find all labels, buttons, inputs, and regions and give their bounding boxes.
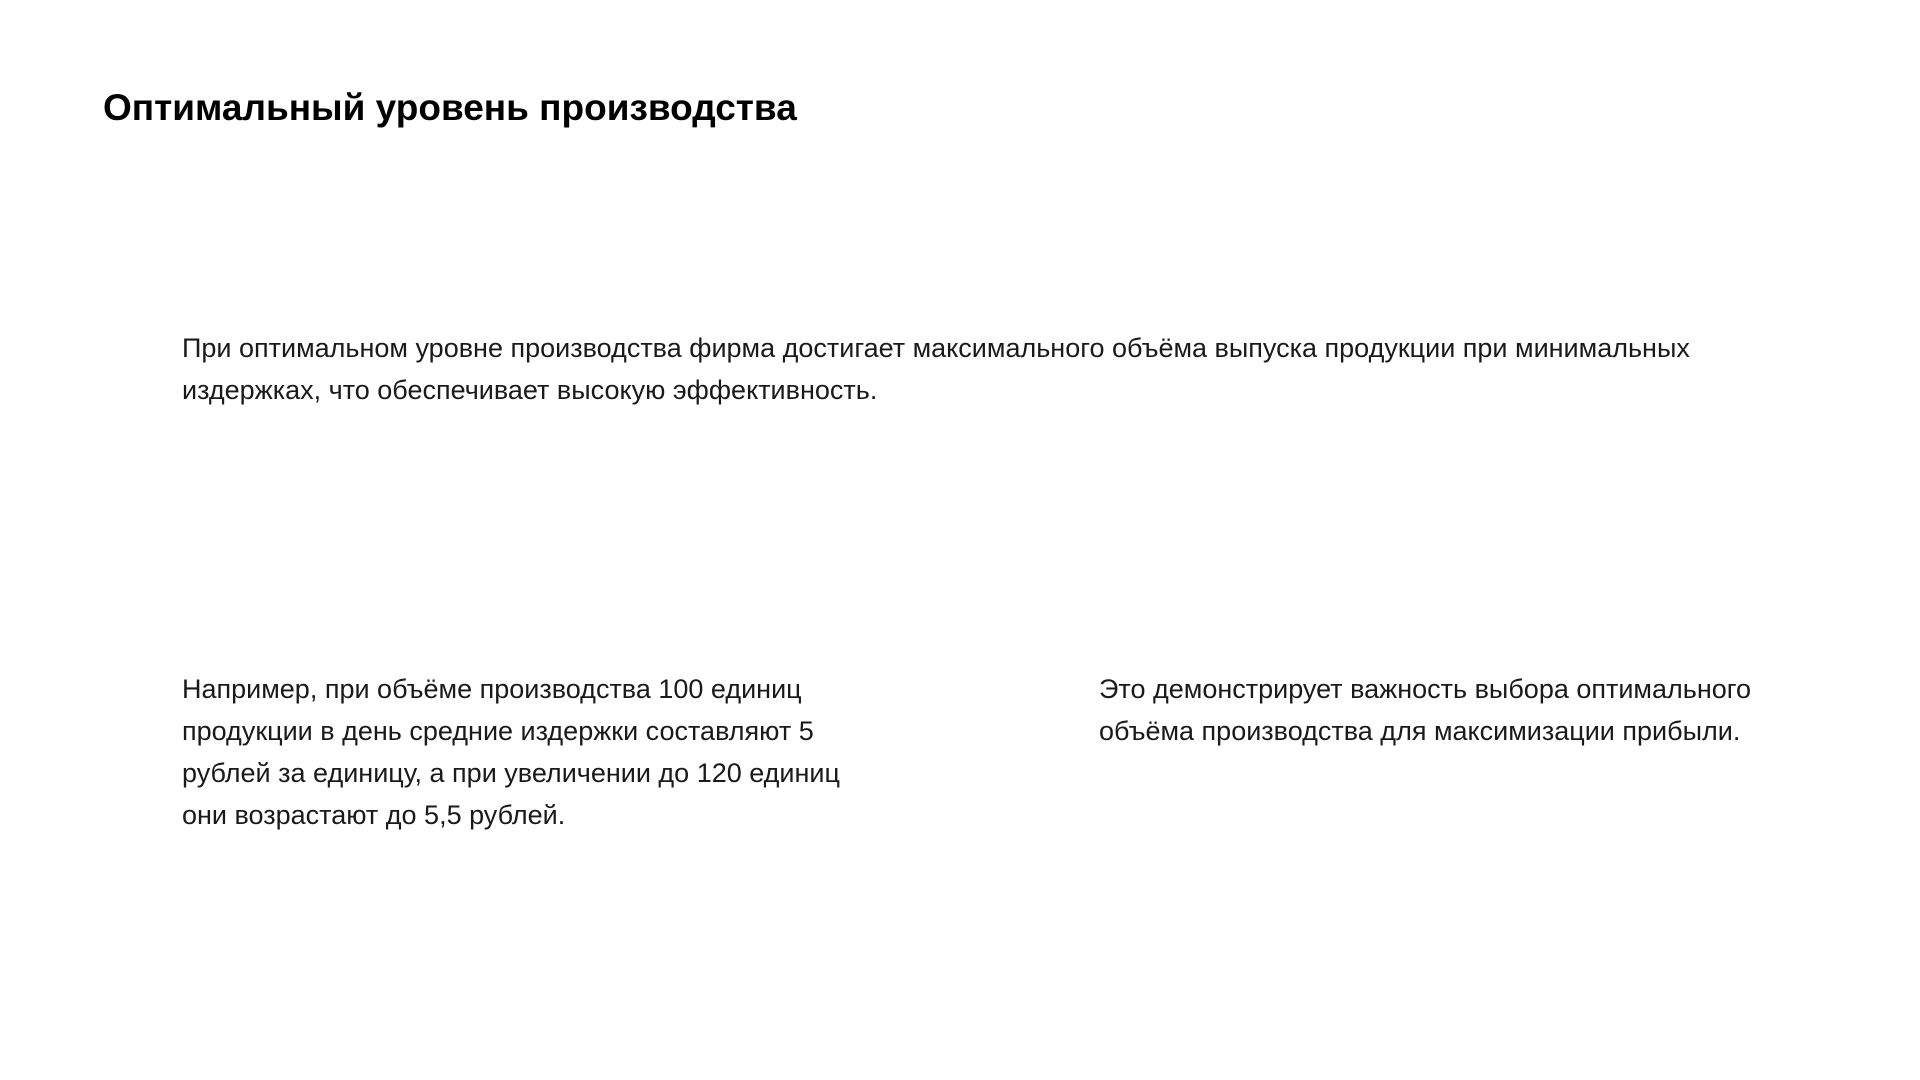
slide-title: Оптимальный уровень производства <box>103 87 797 128</box>
intro-paragraph: При оптимальном уровне производства фирма достигает максимального объёма выпуска продукции при минимальных издержках, что обеспечивает высокую эффективность. <box>182 333 1690 405</box>
example-paragraph: Например, при объёме производства 100 единиц продукции в день средние издержки составляют 5 рублей за единицу, а при увеличении до 120 единиц они возрастают до 5,5 рублей. <box>182 674 840 830</box>
conclusion-paragraph: Это демонстрирует важность выбора оптимального объёма производства для максимизации прибыли. <box>1099 674 1752 746</box>
